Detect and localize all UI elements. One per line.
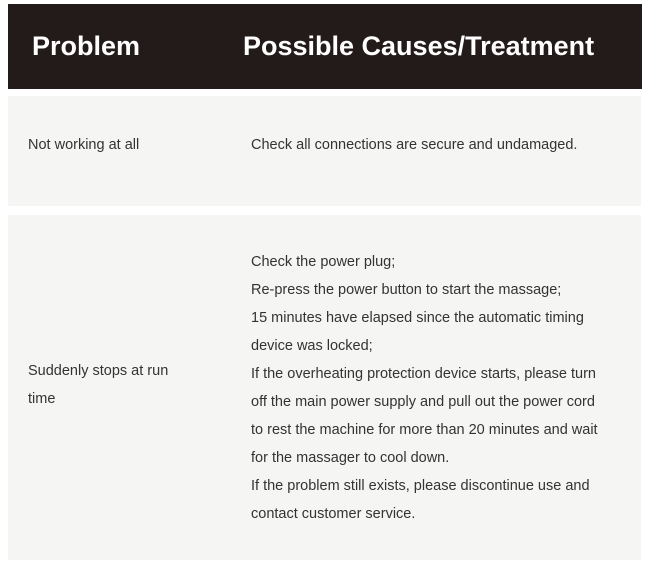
- cause-text: If the overheating protection device starts, please turn: [251, 366, 596, 382]
- problem-text: time: [28, 391, 56, 407]
- problem-cell: [28, 357, 208, 413]
- cause-cell: [251, 131, 631, 159]
- cause-text: Check the power plug;: [251, 254, 396, 270]
- cause-text: device was locked;: [251, 338, 373, 354]
- cause-text: for the massager to cool down.: [251, 450, 450, 466]
- cause-text: to rest the machine for more than 20 minutes and wait: [251, 422, 598, 438]
- problem-text: Not working at all: [28, 137, 140, 153]
- cause-text: off the main power supply and pull out the power cord: [251, 394, 595, 410]
- header-problem: Problem: [32, 31, 141, 61]
- header-causes-treatment: Possible Causes/Treatment: [243, 31, 595, 61]
- table-row: [8, 215, 641, 560]
- table-row: [8, 96, 641, 206]
- cause-text: If the problem still exists, please discontinue use and: [251, 478, 590, 494]
- table-header: [8, 4, 642, 89]
- problem-text: Suddenly stops at run: [28, 363, 169, 379]
- cause-text: Re-press the power button to start the massage;: [251, 282, 562, 298]
- problem-cell: [28, 131, 208, 159]
- cause-text: contact customer service.: [251, 506, 416, 522]
- cause-text: 15 minutes have elapsed since the automatic timing: [251, 310, 584, 326]
- cause-cell: [251, 248, 631, 528]
- cause-text: Check all connections are secure and undamaged.: [251, 137, 578, 153]
